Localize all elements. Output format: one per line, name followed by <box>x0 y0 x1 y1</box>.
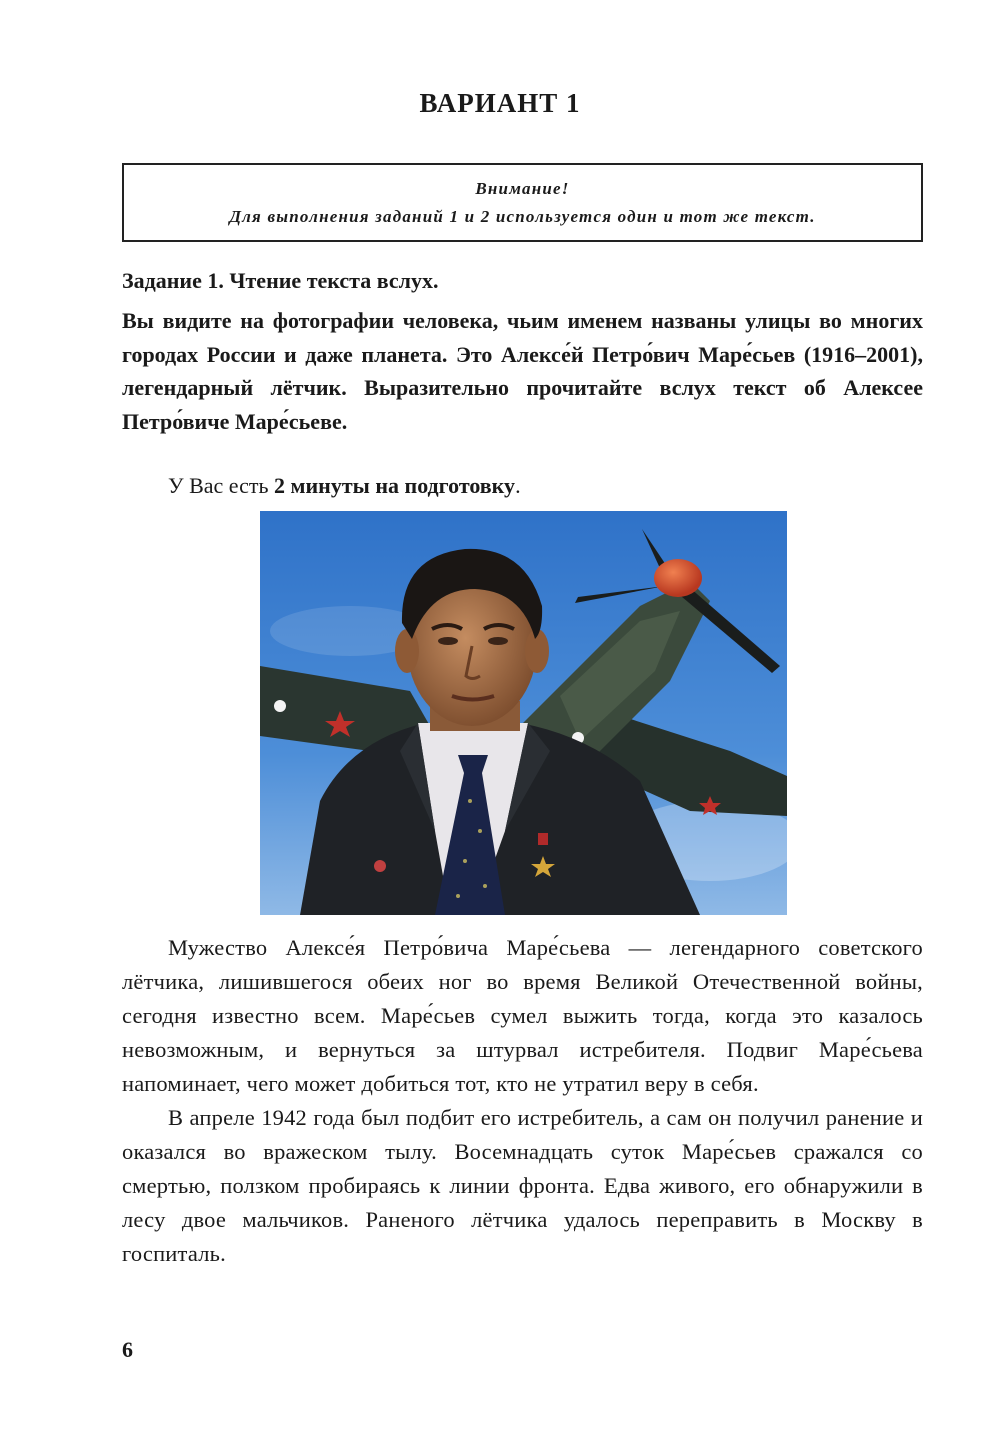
notice-text: Для выполнения заданий 1 и 2 используется один и тот же текст. <box>229 207 816 226</box>
notice-box <box>122 163 923 242</box>
article-paragraph: Мужество Алексе́я Петро́вича Маре́сьева — легендарного советского лётчика, лишившегося обеих ног во время Великой Отечественной войны, сегодня известно всем. Маре́сьев сумел выжить тогда, когда это казалось невозможным, и вернуться за штурвал истребителя. Подвиг Маре́сьева напоминает, чего может добиться тот, кто не утратил веру в себя. <box>122 935 923 1096</box>
portrait-photo <box>260 511 787 915</box>
prep-time-line <box>122 469 923 502</box>
prep-time: 2 минуты на подготовку <box>274 473 516 498</box>
prep-suffix: . <box>515 473 521 498</box>
page-title: ВАРИАНТ 1 <box>419 88 581 118</box>
page-number: 6 <box>122 1337 133 1362</box>
article-paragraph: В апреле 1942 года был подбит его истребитель, а сам он получил ранение и оказался во вражеском тылу. Восемнадцать суток Маре́сьев сражался со смертью, ползком пробираясь к линии фронта. Едва живого, его обнаружили в лесу двое мальчиков. Раненого лётчика удалось переправить в Москву в госпиталь. <box>122 1105 923 1266</box>
notice-heading: Внимание! <box>475 179 570 198</box>
article-text <box>122 931 923 1271</box>
task-instructions: Вы видите на фотографии человека, чьим именем названы улицы во многих городах России и даже планета. Это Алексе́й Петро́вич Маре́сьев (1916–2001), легендарный лётчик. Выразительно прочитайте вслух текст об Алексее Петро́виче Маре́сьеве. <box>122 308 923 434</box>
prep-prefix: У Вас есть <box>168 473 275 498</box>
task-heading: Задание 1. Чтение текста вслух. <box>122 268 439 293</box>
